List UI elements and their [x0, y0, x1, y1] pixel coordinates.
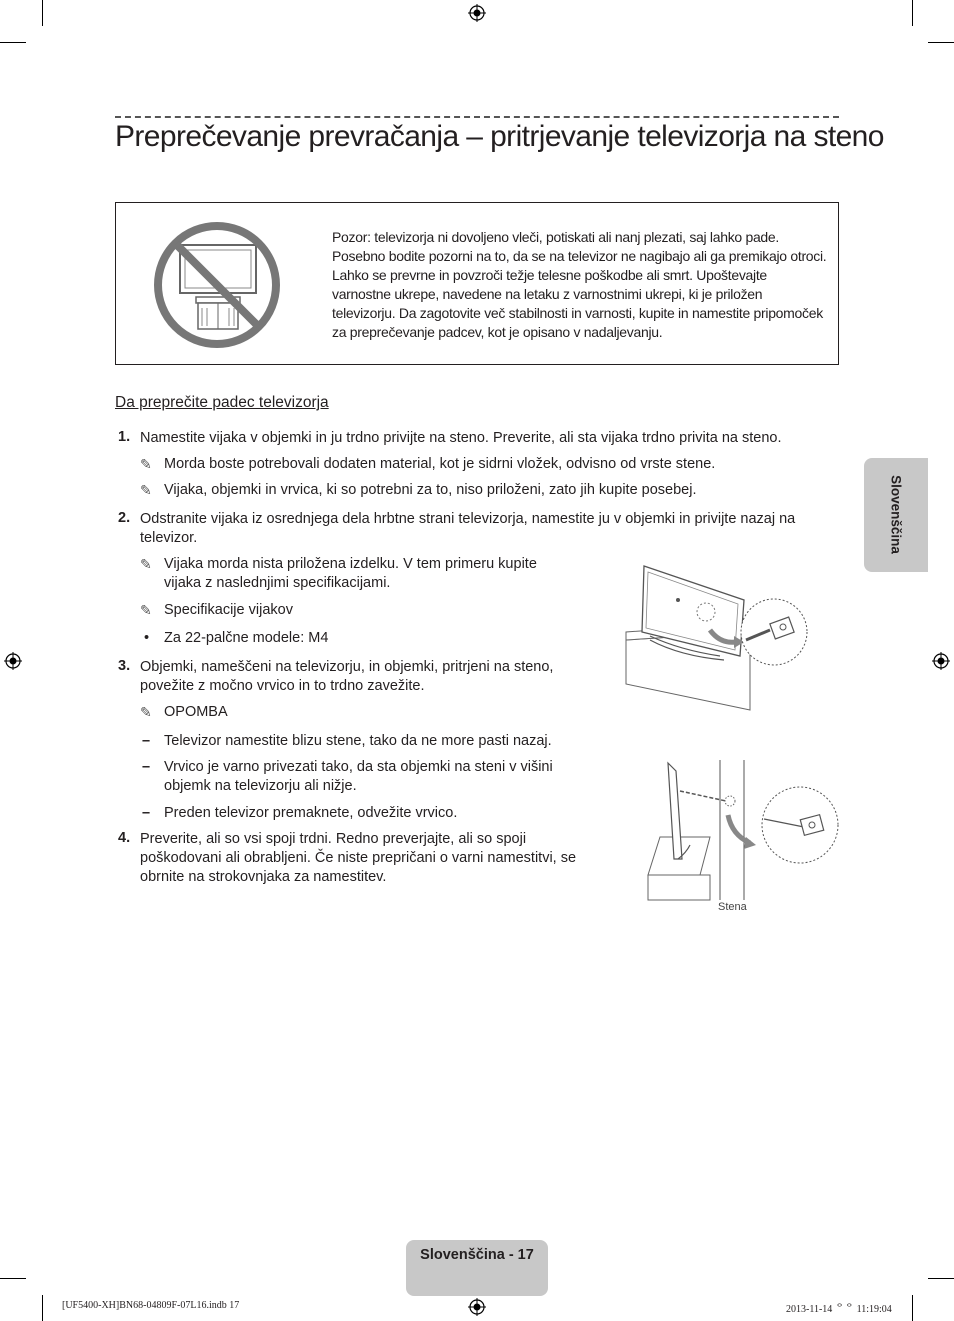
language-side-label: Slovenščina: [888, 475, 904, 554]
dash-text: Televizor namestite blizu stene, tako da ne more pasti nazaj.: [164, 733, 552, 749]
page-number: Slovenščina - 17: [420, 1247, 534, 1263]
step-text: Preverite, ali so vsi spoji trdni. Redno preverjajte, ali so spoji poškodovani ali obrabljeni. Če niste prepričani o varni namestitvi, se obrnite na strokovnjaka za namestitev.: [140, 831, 577, 885]
dash-icon: –: [142, 733, 151, 749]
crop-mark: [912, 1295, 913, 1321]
registration-mark-icon: [932, 652, 950, 670]
figure-label: Stena: [718, 901, 747, 913]
registration-mark-icon: [468, 4, 486, 22]
dash-text: Vrvico je varno privezati tako, da sta objemki na steni v višini objemk na televizorju ali nižje.: [164, 759, 553, 794]
note-text: Morda boste potrebovali dodaten material, kot je sidrni vložek, odvisno od vrste stene.: [164, 456, 716, 472]
footer-file-info: [UF5400-XH]BN68-04809F-07L16.indb 17: [62, 1300, 240, 1311]
crop-mark: [42, 0, 43, 26]
crop-mark: [0, 42, 26, 43]
note-icon: ✎: [140, 704, 152, 720]
crop-mark: [42, 1295, 43, 1321]
crop-mark: [928, 42, 954, 43]
note-text: Specifikacije vijakov: [164, 602, 293, 618]
section-title: Da preprečite padec televizorja: [115, 394, 329, 411]
step-text: Objemki, nameščeni na televizorju, in objemki, pritrjeni na steno, povežite z močno vrvico in to trdno zavežite.: [140, 659, 554, 694]
bullet-icon: •: [144, 630, 150, 646]
step-number: 3.: [118, 658, 131, 674]
crop-mark: [912, 0, 913, 26]
dash-icon: –: [142, 805, 151, 821]
step-text: Odstranite vijaka iz osrednjega dela hrbtne strani televizorja, namestite ju v objemki in privijte nazaj na televizor.: [140, 511, 796, 546]
crop-mark: [0, 1278, 26, 1279]
no-tv-climbing-icon: [152, 220, 282, 350]
note-icon: ✎: [140, 482, 152, 498]
footer-timestamp: 2013-11-14 ᄋᄋ 11:19:04: [786, 1304, 892, 1315]
note-text: Vijaka morda nista priložena izdelku. V tem primeru kupite vijaka z naslednjimi specifikacijami.: [164, 556, 537, 591]
step-text: Namestite vijaka v objemki in ju trdno privijte na steno. Preverite, ali sta vijaka trdno privita na steno.: [140, 430, 782, 446]
dash-icon: –: [142, 759, 151, 775]
note-icon: ✎: [140, 456, 152, 472]
registration-mark-icon: [468, 1298, 486, 1316]
registration-mark-icon: [4, 652, 22, 670]
bullet-text: Za 22-palčne modele: M4: [164, 630, 329, 646]
wall-mount-illustration: [640, 755, 840, 905]
note-label: OPOMBA: [164, 704, 228, 720]
step-number: 4.: [118, 830, 131, 846]
note-icon: ✎: [140, 602, 152, 618]
title-rule: [115, 116, 839, 118]
page-title: Preprečevanje prevračanja – pritrjevanje televizorja na steno: [115, 120, 884, 153]
note-icon: ✎: [140, 556, 152, 572]
step-number: 1.: [118, 429, 131, 445]
dash-text: Preden televizor premaknete, odvežite vrvico.: [164, 805, 458, 821]
note-text: Vijaka, objemki in vrvica, ki so potrebni za to, niso priloženi, zato jih kupite posebej.: [164, 482, 697, 498]
crop-mark: [928, 1278, 954, 1279]
step-number: 2.: [118, 510, 131, 526]
tv-bracket-illustration: [620, 560, 810, 715]
warning-text: Pozor: televizorja ni dovoljeno vleči, potiskati ali nanj plezati, saj lahko pade. Posebno bodite pozorni na to, da se na televizor ne nagibajo ali ga premikajo otroci. Lahko se prevrne in povzroči težje telesne poškodbe ali smrt. Upoštevajte varnostne ukrepe, navedene na letaku z varnostnimi ukrepi, ki je priložen televizorju. Da zagotovite več stabilnosti in varnosti, kupite in namestite pripomoček za preprečevanje padcev, kot je opisano v nadaljevanju.: [332, 229, 827, 340]
